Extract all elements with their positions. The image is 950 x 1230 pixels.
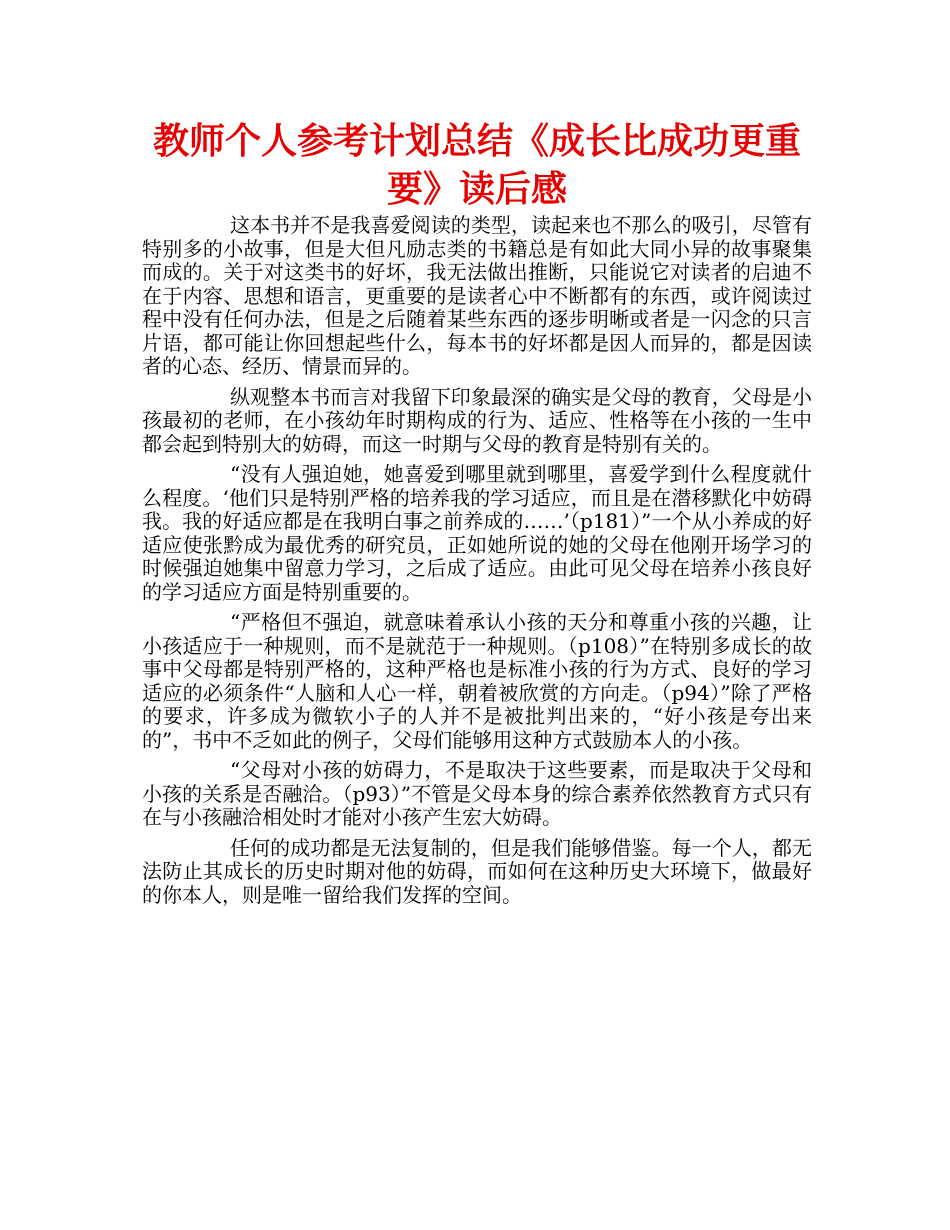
paragraph-6: 任何的成功都是无法复制的，但是我们能够借鉴。每一个人，都无法防止其成长的历史时期对他的妨碍，而如何在这种历史大环境下，做最好的你本人，则是唯一留给我们发挥的空间。 [142, 835, 812, 907]
document-page [142, 118, 812, 914]
paragraph-3: “没有人强迫她，她喜爱到哪里就到哪里，喜爱学到什么程度就什么程度。‘他们只是特别严格的培养我的学习适应，而且是在潜移默化中妨碍我。我的好适应都是在我明白事之前养成的……’（p181）”一个从小养成的好适应使张黔成为最优秀的研究员，正如她所说的她的父母在他刚开场学习的时候强迫她集中留意力学习，之后成了适应。由此可见父母在培养小孩良好的学习适应方面是特别重要的。 [142, 462, 812, 604]
document-body [142, 214, 812, 907]
paragraph-2: 纵观整本书而言对我留下印象最深的确实是父母的教育，父母是小孩最初的老师，在小孩幼年时期构成的行为、适应、性格等在小孩的一生中都会起到特别大的妨碍，而这一时期与父母的教育是特别有关的。 [142, 384, 812, 456]
paragraph-5: “父母对小孩的妨碍力，不是取决于这些要素，而是取决于父母和小孩的关系是否融洽。（p93）”不管是父母本身的综合素养依然教育方式只有在与小孩融洽相处时才能对小孩产生宏大妨碍。 [142, 758, 812, 829]
document-title: 教师个人参考计划总结《成长比成功更重要》读后感 [152, 121, 801, 210]
paragraph-4: “严格但不强迫，就意味着承认小孩的天分和尊重小孩的兴趣，让小孩适应于一种规则，而不是就范于一种规则。（p108）”在特别多成长的故事中父母都是特别严格的，这种严格也是标准小孩的行为方式、良好的学习适应的必须条件“人脑和人心一样，朝着被欣赏的方向走。（p94）”除了严格的要求，许多成为微软小子的人并不是被批判出来的，“好小孩是夸出来的”，书中不乏如此的例子，父母们能够用这种方式鼓励本人的小孩。 [142, 610, 812, 752]
paragraph-1: 这本书并不是我喜爱阅读的类型，读起来也不那么的吸引，尽管有特别多的小故事，但是大但凡励志类的书籍总是有如此大同小异的故事聚集而成的。关于对这类书的好坏，我无法做出推断，只能说它对读者的启迪不在于内容、思想和语言，更重要的是读者心中不断都有的东西，或许阅读过程中没有任何办法，但是之后随着某些东西的逐步明晰或者是一闪念的只言片语，都可能让你回想起些什么，每本书的好坏都是因人而异的，都是因读者的心态、经历、情景而异的。 [142, 213, 812, 378]
